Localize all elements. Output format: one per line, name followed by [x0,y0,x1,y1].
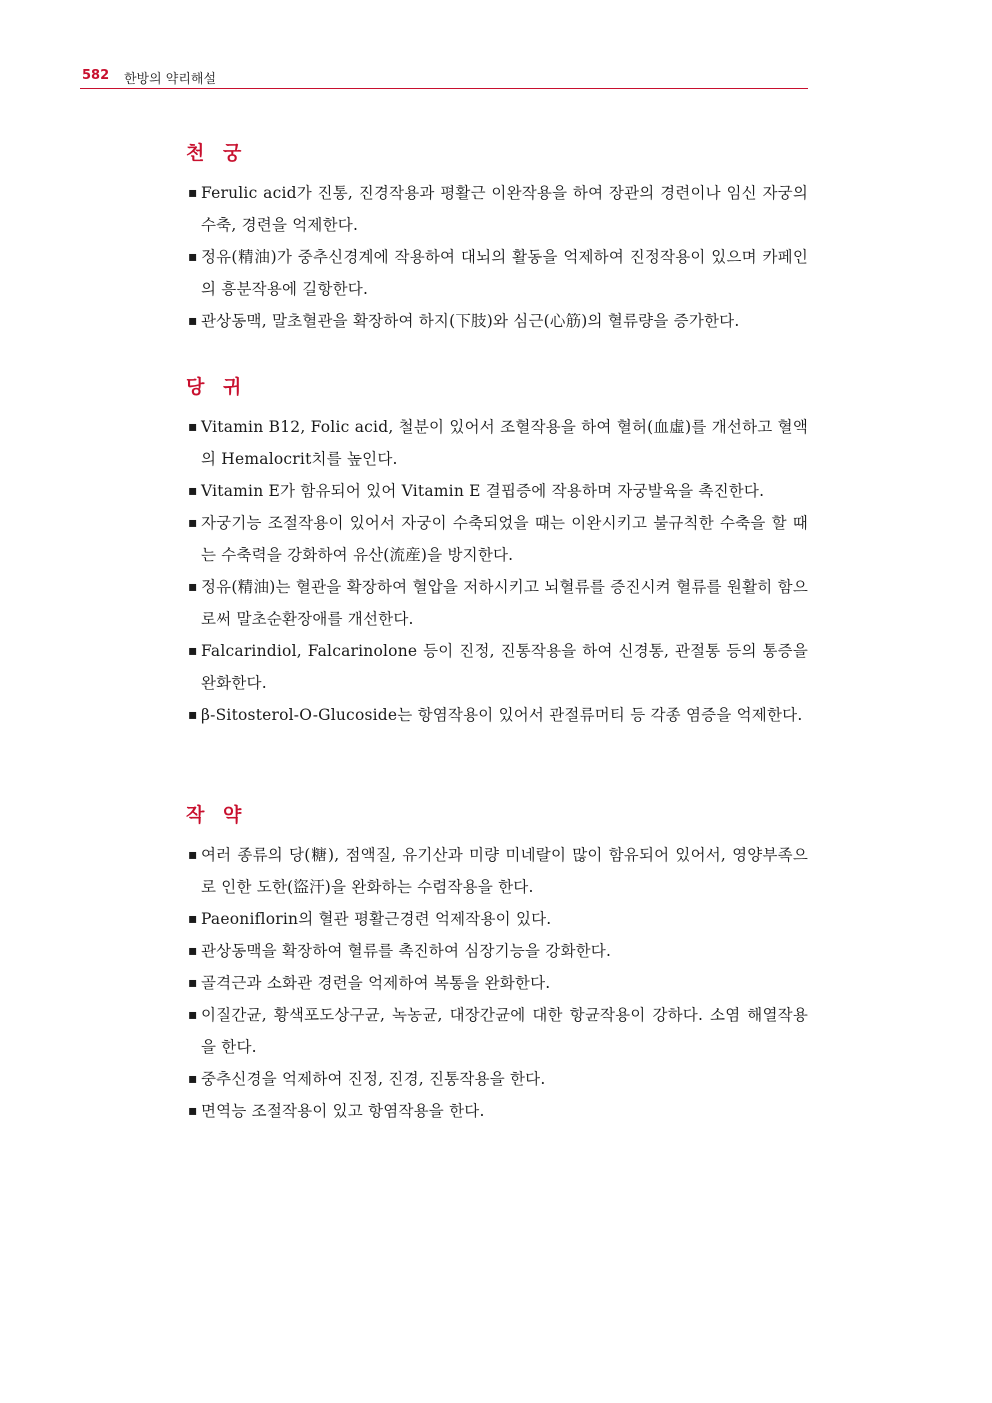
item-text: Vitamin E가 함유되어 있어 Vitamin E 결핍증에 작용하며 자궁발육을 촉진한다. [201,482,765,500]
bullet-icon: ▪ [188,1071,198,1087]
item-list [186,839,808,1127]
item-text: 관상동맥을 확장하여 혈류를 촉진하여 심장기능을 강화한다. [201,942,612,960]
bullet-icon: ▪ [188,185,198,201]
item-text: 골격근과 소화관 경련을 억제하여 복통을 완화한다. [201,974,551,992]
item-text: 자궁기능 조절작용이 있어서 자궁이 수축되었을 때는 이완시키고 불규칙한 수축을 할 때는 수축력을 강화하여 유산(流産)을 방지한다. [201,514,808,564]
section-jakyak [186,800,808,1127]
bullet-icon: ▪ [188,515,198,531]
item-text: 정유(精油)는 혈관을 확장하여 혈압을 저하시키고 뇌혈류를 증진시켜 혈류를 원활히 함으로써 말초순환장애를 개선한다. [201,578,808,628]
list-item [186,839,808,903]
page-header [80,66,808,89]
bullet-icon: ▪ [188,943,198,959]
bullet-icon: ▪ [188,975,198,991]
item-text: β-Sitosterol-O-Glucoside는 항염작용이 있어서 관절류머티 등 각종 염증을 억제한다. [201,706,803,724]
list-item [186,935,808,967]
page-number: 582 [82,68,110,83]
list-item [186,241,808,305]
item-text: 여러 종류의 당(糖), 점액질, 유기산과 미량 미네랄이 많이 함유되어 있어서, 영양부족으로 인한 도한(盜汗)을 완화하는 수렴작용을 한다. [201,846,808,896]
list-item [186,1063,808,1095]
section-title: 당 귀 [186,376,248,398]
list-item [186,1095,808,1127]
item-text: 정유(精油)가 중추신경계에 작용하여 대뇌의 활동을 억제하여 진정작용이 있으며 카페인의 흥분작용에 길항한다. [201,248,808,298]
list-item [186,507,808,571]
item-text: 면역능 조절작용이 있고 항염작용을 한다. [201,1102,485,1120]
list-item [186,999,808,1063]
list-item [186,967,808,999]
item-text: 관상동맥, 말초혈관을 확장하여 하지(下肢)와 심근(心筋)의 혈류량을 증가한다. [201,312,740,330]
list-item [186,903,808,935]
list-item [186,305,808,337]
item-text: 이질간균, 황색포도상구균, 녹농균, 대장간균에 대한 항균작용이 강하다. 소염 해열작용을 한다. [201,1006,808,1056]
item-list [186,411,808,731]
item-list [186,177,808,337]
bullet-icon: ▪ [188,579,198,595]
list-item [186,699,808,731]
item-text: Falcarindiol, Falcarinolone 등이 진정, 진통작용을 하여 신경통, 관절통 등의 통증을 완화한다. [201,642,808,692]
bullet-icon: ▪ [188,419,198,435]
item-text: Vitamin B12, Folic acid, 철분이 있어서 조혈작용을 하여 혈허(血虛)를 개선하고 혈액의 Hemalocrit치를 높인다. [201,418,808,468]
section-title: 작 약 [186,804,248,826]
bullet-icon: ▪ [188,483,198,499]
item-text: Paeoniflorin의 혈관 평활근경련 억제작용이 있다. [201,910,552,928]
bullet-icon: ▪ [188,707,198,723]
list-item [186,411,808,475]
item-text: Ferulic acid가 진통, 진경작용과 평활근 이완작용을 하여 장관의 경련이나 임신 자궁의 수축, 경련을 억제한다. [201,184,808,234]
running-title: 한방의 약리해설 [124,72,217,87]
bullet-icon: ▪ [188,847,198,863]
section-danggwi [186,372,808,731]
list-item [186,177,808,241]
section-cheongung [186,138,808,337]
bullet-icon: ▪ [188,249,198,265]
bullet-icon: ▪ [188,1103,198,1119]
list-item [186,475,808,507]
list-item [186,571,808,635]
section-title: 천 궁 [186,142,248,164]
bullet-icon: ▪ [188,911,198,927]
item-text: 중추신경을 억제하여 진정, 진경, 진통작용을 한다. [201,1070,546,1088]
list-item [186,635,808,699]
bullet-icon: ▪ [188,313,198,329]
bullet-icon: ▪ [188,643,198,659]
bullet-icon: ▪ [188,1007,198,1023]
